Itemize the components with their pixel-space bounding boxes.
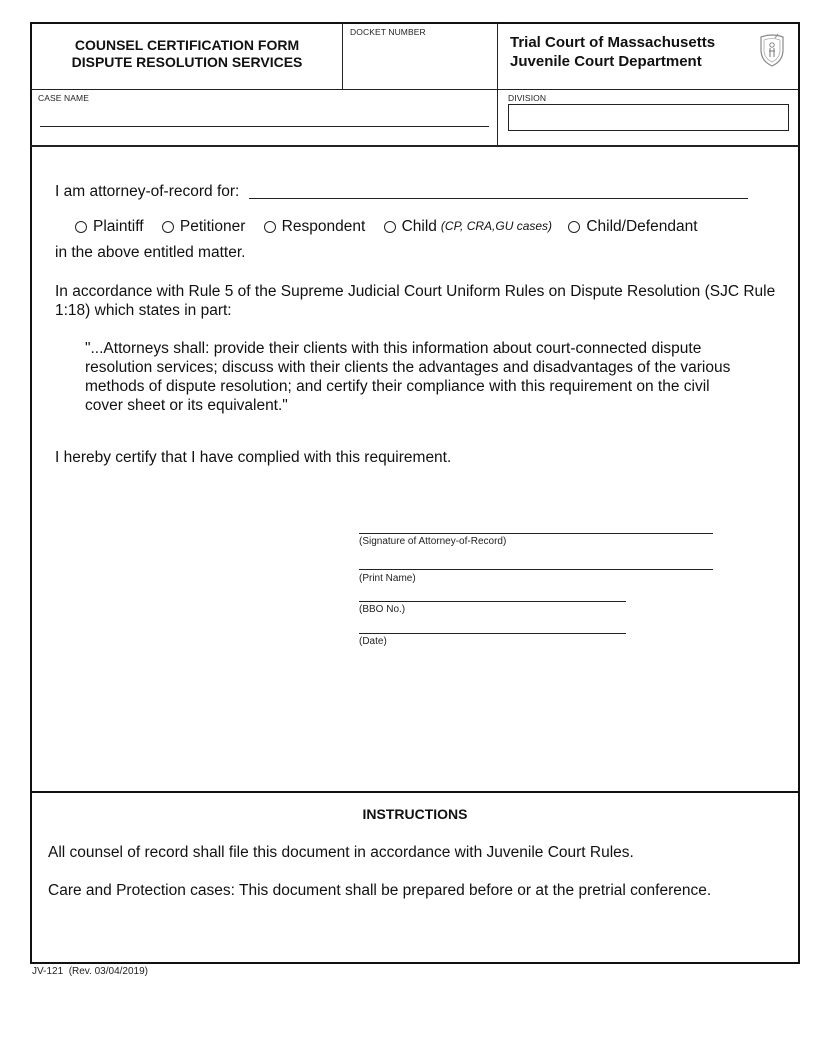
bbo-number-label: (BBO No.)	[359, 604, 406, 615]
date-label: (Date)	[359, 636, 387, 647]
court-name-line1: Trial Court of Massachusetts	[510, 34, 716, 51]
rule-quote: "...Attorneys shall: provide their clients with this information about court-connected dispute resolution services; discuss with their clients the advantages and disadvantages of the various methods of dispute resolution; and certify their compliance with this requirement on the civil cover sheet or its equivalent."	[85, 340, 731, 414]
instructions-line1: All counsel of record shall file this document in accordance with Juvenile Court Rules.	[48, 844, 634, 861]
court-name-line2: Juvenile Court Department	[510, 53, 702, 70]
radio-plaintiff[interactable]	[75, 217, 144, 236]
bbo-number-line[interactable]	[359, 601, 626, 602]
radio-respondent-label: Respondent	[281, 218, 366, 235]
signature-label: (Signature of Attorney-of-Record)	[359, 536, 507, 547]
docket-number-field[interactable]	[346, 40, 494, 86]
division-label: DIVISION	[508, 93, 547, 103]
print-name-line[interactable]	[359, 569, 713, 570]
radio-petitioner[interactable]	[162, 217, 245, 236]
radio-respondent[interactable]	[264, 217, 366, 236]
attorney-for-field[interactable]	[250, 180, 748, 198]
date-line[interactable]	[359, 633, 626, 634]
court-name	[510, 33, 715, 71]
rule-paragraph: In accordance with Rule 5 of the Supreme Judicial Court Uniform Rules on Dispute Resolution (SJC Rule 1:18) which states in part:	[55, 283, 776, 319]
instructions-line2: Care and Protection cases: This document shall be prepared before or at the pretrial conference.	[48, 882, 712, 899]
form-frame	[30, 22, 800, 964]
radio-circle-icon[interactable]	[264, 221, 276, 233]
massachusetts-seal-icon	[757, 32, 787, 68]
radio-child-note: (CP, CRA,GU cases)	[440, 219, 553, 233]
form-id: JV-121 (Rev. 03/04/2019)	[32, 966, 148, 977]
attorney-for-underline	[249, 198, 748, 199]
form-title-line2: DISPUTE RESOLUTION SERVICES	[71, 54, 303, 70]
entitled-matter-text: in the above entitled matter.	[55, 244, 246, 261]
party-options	[75, 217, 698, 238]
case-name-underline	[40, 126, 489, 127]
radio-child-defendant[interactable]	[568, 217, 697, 236]
divider-title-docket	[342, 23, 343, 89]
radio-circle-icon[interactable]	[384, 221, 396, 233]
divider-docket-court	[497, 23, 498, 146]
radio-petitioner-label: Petitioner	[179, 218, 246, 235]
radio-child-defendant-label: Child/Defendant	[586, 218, 698, 235]
case-name-label: CASE NAME	[38, 93, 89, 103]
signature-line[interactable]	[359, 533, 713, 534]
print-name-label: (Print Name)	[359, 573, 416, 584]
radio-child[interactable]	[384, 217, 552, 236]
instructions-heading: INSTRUCTIONS	[362, 806, 468, 822]
divider-instructions	[31, 791, 799, 793]
form-title	[32, 37, 342, 71]
divider-header-row	[31, 89, 799, 90]
radio-circle-icon[interactable]	[568, 221, 580, 233]
form-title-line1: COUNSEL CERTIFICATION FORM	[74, 37, 300, 53]
docket-number-label: DOCKET NUMBER	[350, 27, 426, 37]
radio-child-label: Child	[401, 218, 437, 235]
certify-statement: I hereby certify that I have complied with this requirement.	[55, 449, 452, 466]
divider-header-bottom	[31, 145, 799, 147]
radio-circle-icon[interactable]	[75, 221, 87, 233]
case-name-field[interactable]	[40, 106, 488, 124]
division-field[interactable]	[508, 104, 789, 131]
radio-plaintiff-label: Plaintiff	[93, 218, 144, 235]
attorney-for-label: I am attorney-of-record for:	[55, 183, 240, 200]
radio-circle-icon[interactable]	[162, 221, 174, 233]
